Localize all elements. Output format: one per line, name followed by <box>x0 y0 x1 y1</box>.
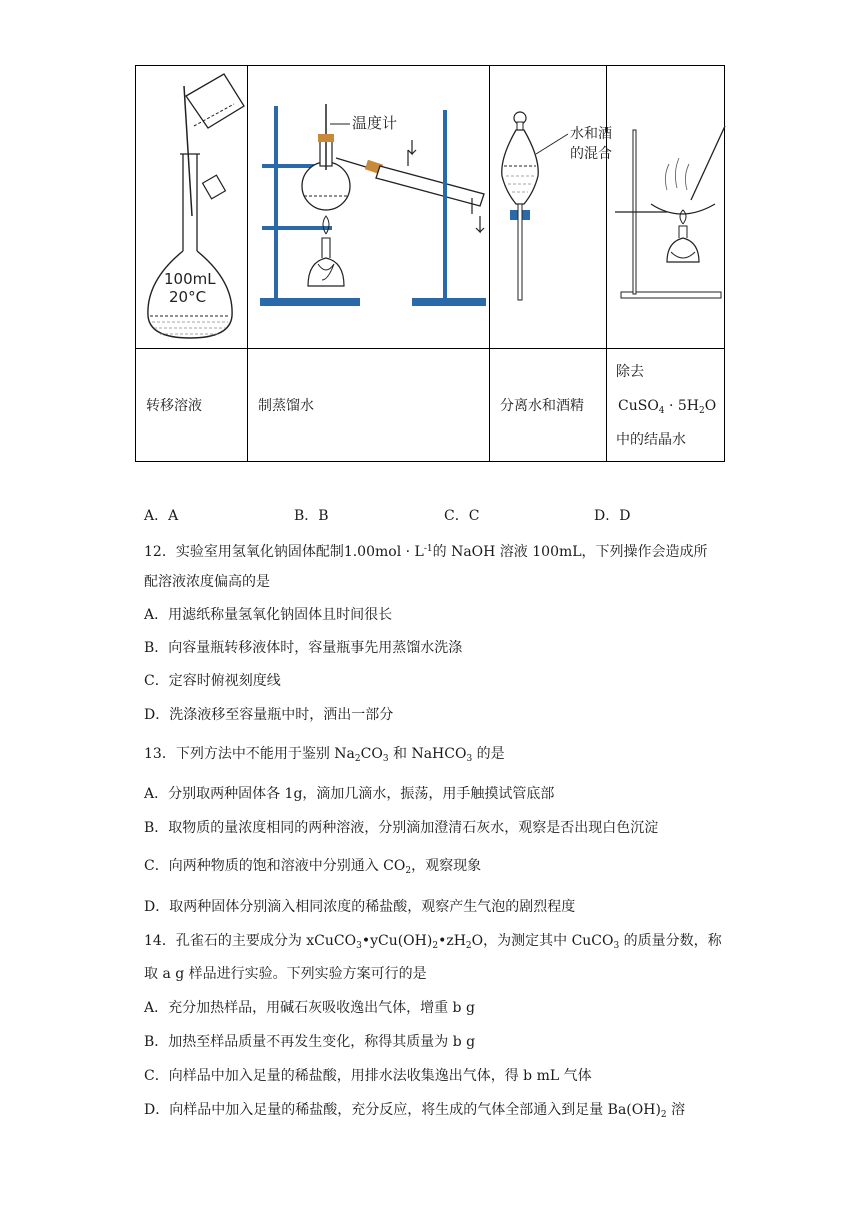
q14-option-c[interactable]: C．向样品中加入足量的稀盐酸，用排水法收集逸出气体，得 b mL 气体 <box>144 1068 592 1084</box>
thermometer-label: 温度计 <box>352 114 398 132</box>
table-divider <box>136 348 724 349</box>
q13-stem: 13．下列方法中不能用于鉴别 $Na_2CO_3$ 和 NaHCO$_3$ 的是 <box>144 746 505 764</box>
funnel-label-2: 的混合 <box>570 146 612 162</box>
q14-option-d[interactable]: D．向样品中加入足量的稀盐酸，充分反应，将生成的气体全部通入到足量 $Ba(OH)_2$ 溶 <box>144 1102 686 1120</box>
option-d[interactable]: D．D <box>594 508 631 524</box>
caption-remove-1: 除去 <box>616 364 644 380</box>
option-c[interactable]: C．C <box>444 508 480 524</box>
evaporating-dish-figure <box>607 66 725 348</box>
funnel-label-1: 水和酒 <box>570 126 612 142</box>
caption-transfer: 转移溶液 <box>146 398 202 414</box>
q12-stem-line2: 配溶液浓度偏高的是 <box>144 574 270 590</box>
q13-option-d[interactable]: D．取两种固体分别滴入相同浓度的稀盐酸，观察产生气泡的剧烈程度 <box>144 899 576 915</box>
flask-volume-label: 100mL <box>164 270 216 288</box>
caption-remove-2: CuSO$_4$ · $5H_2O$ <box>618 398 717 416</box>
q12-option-c[interactable]: C．定容时俯视刻度线 <box>144 673 281 689</box>
q12-option-a[interactable]: A．用滤纸称量氢氧化钠固体且时间很长 <box>144 607 393 623</box>
volumetric-flask-figure <box>136 66 247 348</box>
caption-remove-3: 中的结晶水 <box>616 432 686 448</box>
q14-option-b[interactable]: B．加热至样品质量不再发生变化，称得其质量为 b g <box>144 1034 476 1050</box>
q13-option-c[interactable]: C．向两种物质的饱和溶液中分别通入 $CO_2$，观察现象 <box>144 858 482 876</box>
q14-option-a[interactable]: A．充分加热样品，用碱石灰吸收逸出气体，增重 b g <box>144 1000 475 1016</box>
distillation-figure <box>248 66 489 348</box>
q12-stem-line1: 12．实验室用氢氧化钠固体配制$1.00mol \cdot L^{-1}$的 NaOH 溶液 100mL，下列操作会造成所 <box>144 544 708 560</box>
q14-stem-line2: 取 a g 样品进行实验。下列实验方案可行的是 <box>144 966 427 982</box>
flask-temp-label: 20°C <box>169 288 207 306</box>
caption-separate: 分离水和酒精 <box>500 398 584 414</box>
q13-option-b[interactable]: B．取物质的量浓度相同的两种溶液，分别滴加澄清石灰水，观察是否出现白色沉淀 <box>144 820 659 836</box>
option-b[interactable]: B．B <box>294 508 329 524</box>
separatory-funnel-figure <box>490 66 612 348</box>
q12-option-b[interactable]: B．向容量瓶转移液体时，容量瓶事先用蒸馏水洗涤 <box>144 640 463 656</box>
q12-option-d[interactable]: D．洗涤液移至容量瓶中时，洒出一部分 <box>144 707 394 723</box>
q14-stem-line1: 14．孔雀石的主要成分为 $xCuCO_3•yCu(OH)_2•zH_2O$，为测定其中 CuCO$_3$ 的质量分数，称 <box>144 933 722 951</box>
option-a[interactable]: A．A <box>144 508 179 524</box>
caption-distill: 制蒸馏水 <box>258 398 314 414</box>
q13-option-a[interactable]: A．分别取两种固体各 1g，滴加几滴水，振荡，用手触摸试管底部 <box>144 786 555 802</box>
apparatus-table <box>135 65 725 462</box>
